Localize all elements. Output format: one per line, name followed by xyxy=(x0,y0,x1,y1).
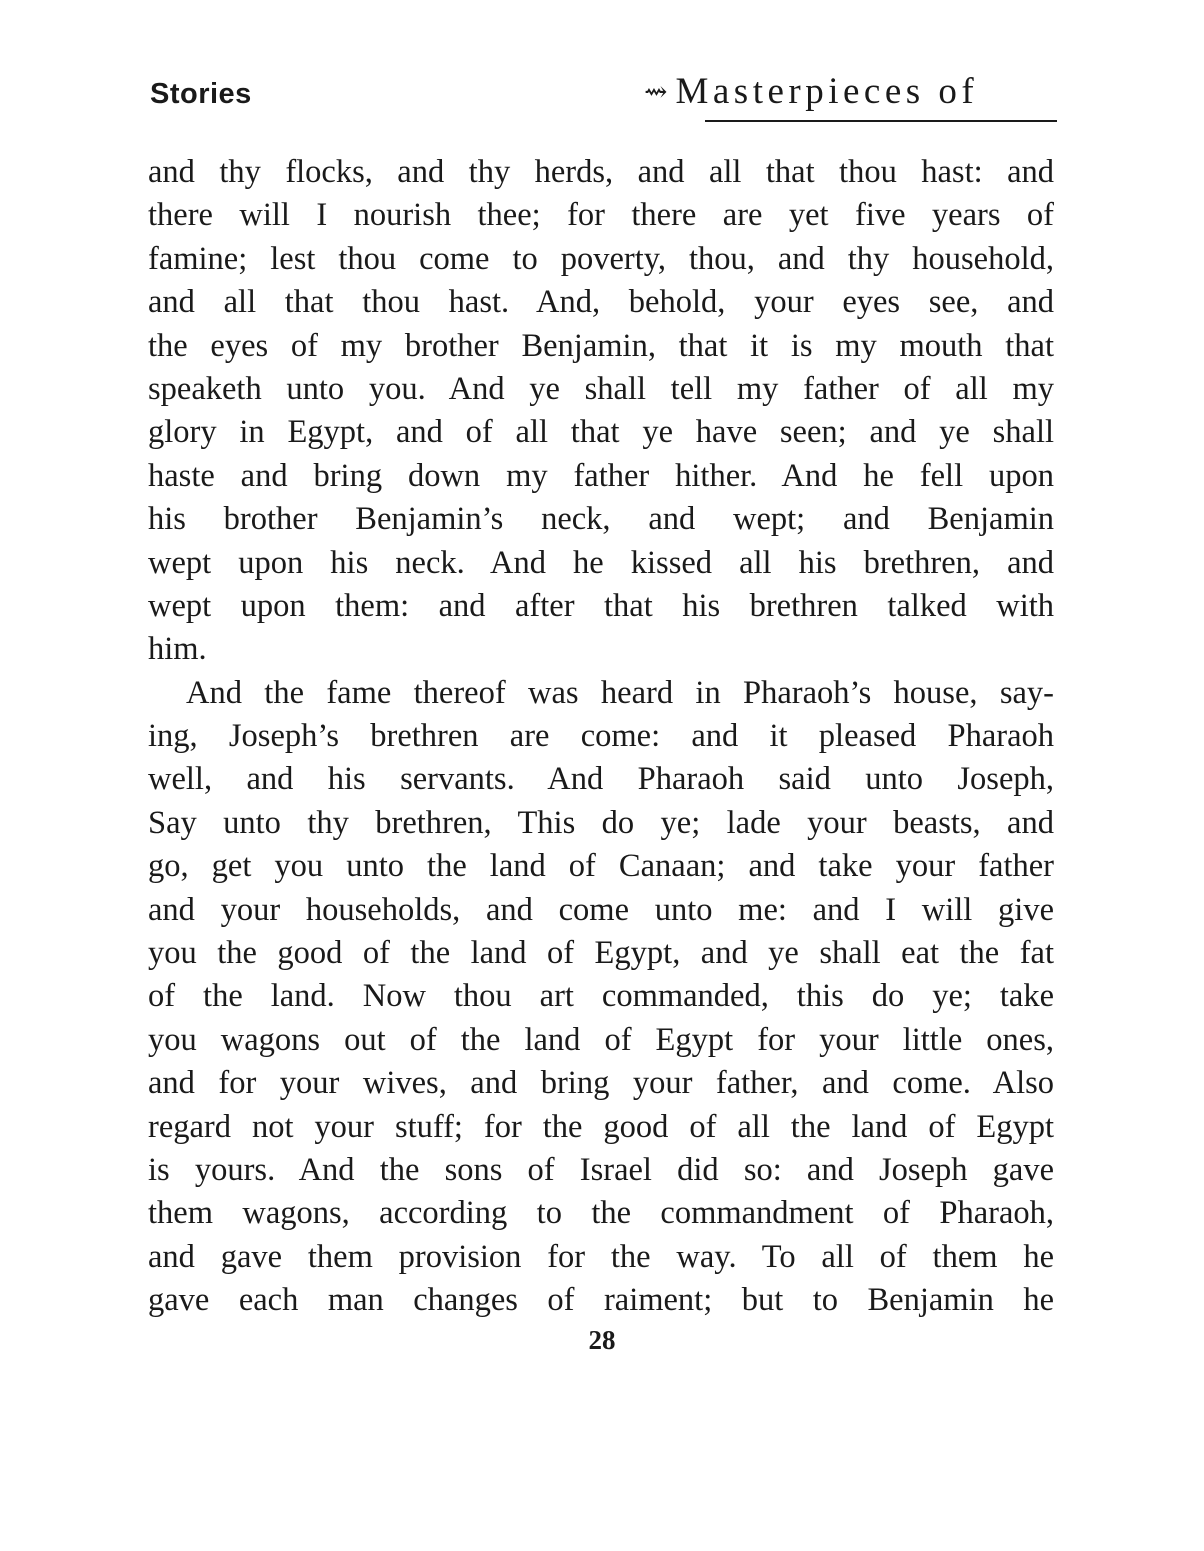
text-line: gave each man changes of raiment; but to Benjamin he xyxy=(148,1282,1054,1319)
header-rule xyxy=(705,120,1057,122)
text-line: wept upon them: and after that his brethren talked with xyxy=(148,587,1054,624)
text-line: And the fame thereof was heard in Pharaoh’s house, say- xyxy=(186,674,1054,711)
text-line: the eyes of my brother Benjamin, that it is my mouth that xyxy=(148,327,1054,364)
text-line: him. xyxy=(148,631,207,668)
text-line: them wagons, according to the commandment of Pharaoh, xyxy=(148,1195,1054,1232)
text-line: speaketh unto you. And ye shall tell my father of all my xyxy=(148,370,1054,407)
text-line: there will I nourish thee; for there are yet five years of xyxy=(148,197,1054,234)
text-line: famine; lest thou come to poverty, thou, and thy household, xyxy=(148,240,1054,277)
text-line: of the land. Now thou art commanded, this do ye; take xyxy=(148,978,1054,1015)
body-text xyxy=(148,151,1054,1323)
text-line: and thy flocks, and thy herds, and all that thou hast: and xyxy=(148,154,1054,190)
text-line: you the good of the land of Egypt, and ye shall eat the fat xyxy=(148,935,1054,972)
text-line: and your households, and come unto me: and I will give xyxy=(148,891,1054,928)
text-line: is yours. And the sons of Israel did so: and Joseph gave xyxy=(148,1151,1054,1188)
text-line: wept upon his neck. And he kissed all his brethren, and xyxy=(148,544,1054,581)
page-number-text: 28 xyxy=(588,1325,616,1355)
page-number xyxy=(0,1325,1204,1356)
text-line: you wagons out of the land of Egypt for your little ones, xyxy=(148,1021,1054,1058)
text-line: go, get you unto the land of Canaan; and take your father xyxy=(148,848,1054,885)
text-line: Say unto thy brethren, This do ye; lade your beasts, and xyxy=(148,804,1054,841)
text-line: regard not your stuff; for the good of all the land of Egypt xyxy=(148,1108,1054,1145)
text-line: and for your wives, and bring your father, and come. Also xyxy=(148,1065,1054,1102)
running-head-left: Stories xyxy=(150,78,252,110)
text-line: glory in Egypt, and of all that ye have seen; and ye shall xyxy=(148,414,1054,451)
text-line: well, and his servants. And Pharaoh said unto Joseph, xyxy=(148,761,1054,798)
text-line: and all that thou hast. And, behold, your eyes see, and xyxy=(148,284,1054,321)
text-line: his brother Benjamin’s neck, and wept; and Benjamin xyxy=(148,501,1054,538)
text-line: ing, Joseph’s brethren are come: and it pleased Pharaoh xyxy=(148,718,1054,755)
running-head-title: Masterpieces of xyxy=(675,71,979,112)
text-line: haste and bring down my father hither. And he fell upon xyxy=(148,457,1054,494)
running-head-right xyxy=(644,70,1058,113)
arrow-ornament-icon: ⇝ xyxy=(644,77,668,108)
paragraph-2 xyxy=(148,672,1054,1323)
paragraph-1 xyxy=(148,151,1054,672)
text-line: and gave them provision for the way. To all of them he xyxy=(148,1238,1054,1275)
